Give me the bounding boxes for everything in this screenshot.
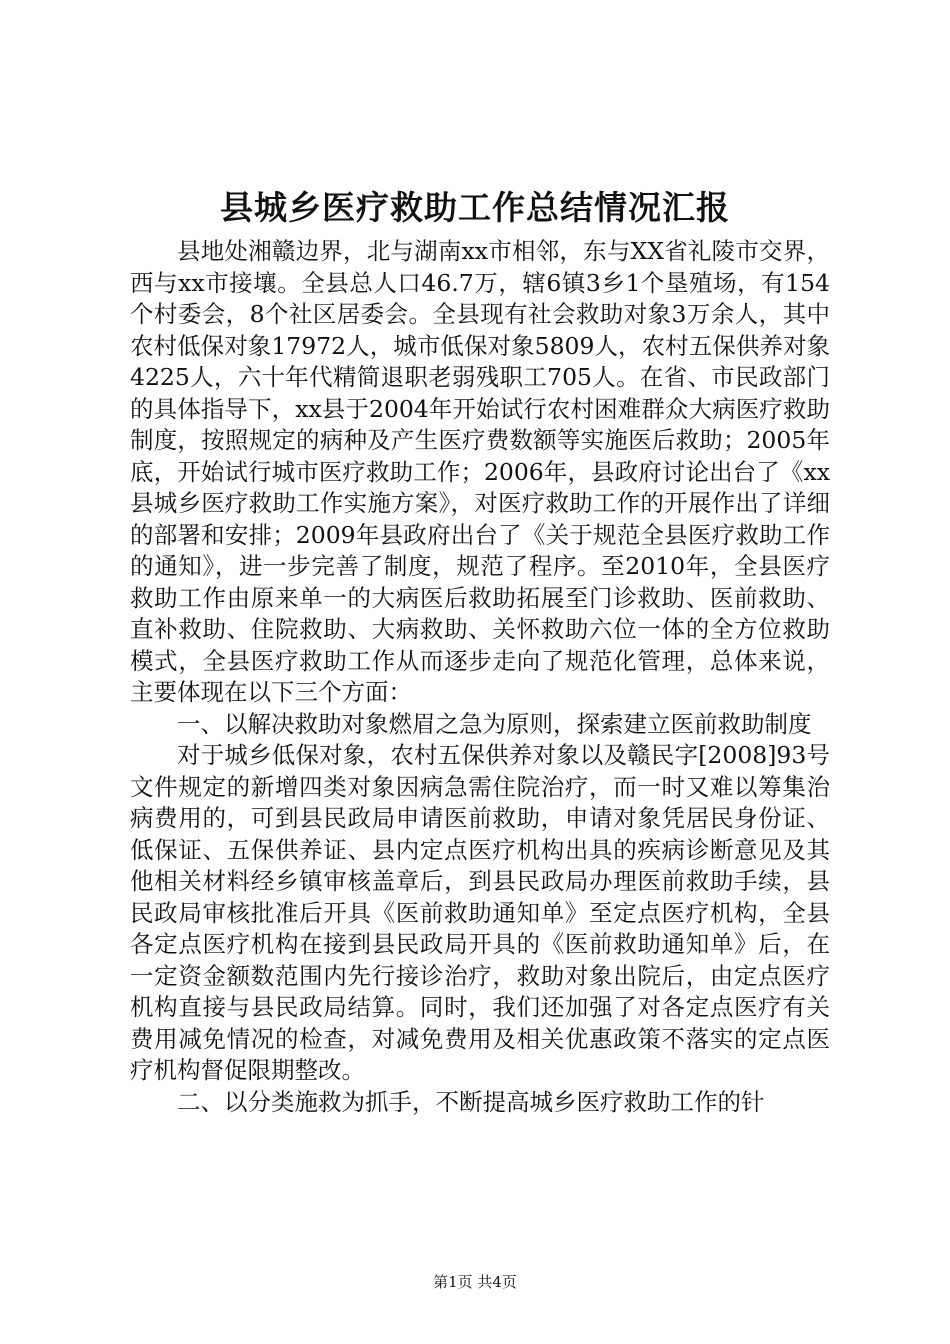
paragraph-intro: 县地处湘赣边界，北与湖南xx市相邻，东与XX省礼陵市交界，西与xx市接壤。全县总人口46.7万，辖6镇3乡1个垦殖场，有154个村委会，8个社区居委会。全县现有社会救助对象3万余人，其中农村低保对象17972人，城市低保对象5809人，农村五保供养对象4225人，六十年代精简退职老弱残职工705人。在省、市民政部门的具体指导下，xx县于2004年开始试行农村困难群众大病医疗救助制度，按照规定的病种及产生医疗费数额等实施医后救助；2005年底，开始试行城市医疗救助工作；2006年，县政府讨论出台了《xx县城乡医疗救助工作实施方案》，对医疗救助工作的开展作出了详细的部署和安排；2009年县政府出台了《关于规范全县医疗救助工作的通知》，进一步完善了制度，规范了程序。至2010年，全县医疗救助工作由原来单一的大病医后救助拓展至门诊救助、医前救助、直补救助、住院救助、大病救助、关怀救助六位一体的全方位救助模式，全县医疗救助工作从而逐步走向了规范化管理，总体来说，主要体现在以下三个方面： xyxy=(130,237,830,706)
section-heading-2: 二、以分类施救为抓手，不断提高城乡医疗救助工作的针 xyxy=(177,1087,765,1116)
paragraph-section-1: 对于城乡低保对象，农村五保供养对象以及赣民字[2008]93号文件规定的新增四类对象因病急需住院治疗，而一时又难以筹集治病费用的，可到县民政局申请医前救助，申请对象凭居民身份证、低保证、五保供养证、县内定点医疗机构出具的疾病诊断意见及其他相关材料经乡镇审核盖章后，到县民政局办理医前救助手续，县民政局审核批准后开具《医前救助通知单》至定点医疗机构，全县各定点医疗机构在接到县民政局开具的《医前救助通知单》后，在一定资金额数范围内先行接诊治疗，救助对象出院后，由定点医疗机构直接与县民政局结算。同时，我们还加强了对各定点医疗有关费用减免情况的检查，对减免费用及相关优惠政策不落实的定点医疗机构督促限期整改。 xyxy=(130,741,830,1084)
page-footer: 第1页 共4页 xyxy=(433,1273,517,1291)
document-body xyxy=(130,236,830,1118)
document-title: 县城乡医疗救助工作总结情况汇报 xyxy=(220,188,730,227)
section-heading-1: 一、以解决救助对象燃眉之急为原则，探索建立医前救助制度 xyxy=(177,709,812,738)
